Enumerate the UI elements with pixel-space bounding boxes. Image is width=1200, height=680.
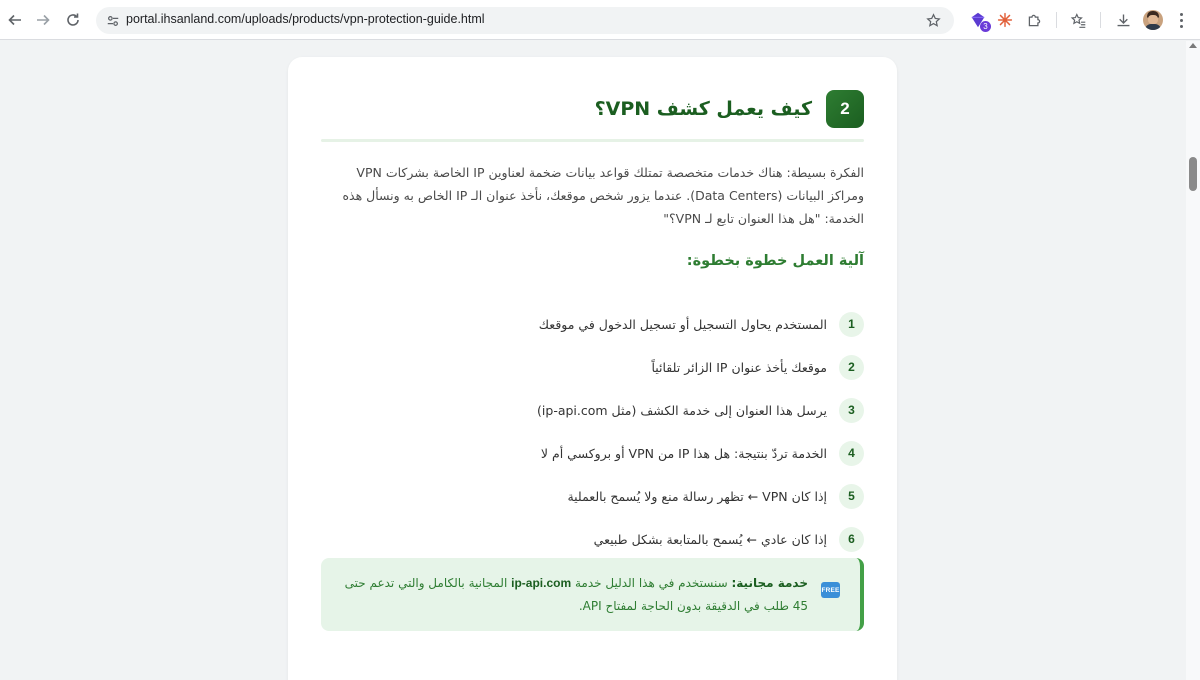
section-title: كيف يعمل كشف VPN؟ [594,98,812,120]
step-text: إذا كان VPN ← تظهر رسالة منع ولا يُسمح بالعملية [567,488,827,504]
page-viewport [0,41,1186,680]
star-icon [926,13,941,28]
site-info-button[interactable] [104,12,121,29]
free-service-note [321,558,864,631]
step-item [594,526,864,552]
step-text: المستخدم يحاول التسجيل أو تسجيل الدخول في موقعك [538,316,827,332]
menu-button[interactable] [1178,10,1184,30]
browser-toolbar [0,0,1200,40]
puzzle-icon [1026,12,1043,29]
step-item [541,440,864,466]
note-text-before: سنستخدم في هذا الدليل خدمة [574,576,728,590]
star-list-icon [1070,12,1087,29]
note-label: خدمة مجانية: [731,576,808,590]
arrow-left-icon [7,12,23,28]
section-header [595,90,864,128]
tune-icon [106,14,120,28]
bookmark-button[interactable] [925,12,942,29]
step-item [539,311,864,337]
step-number: 1 [839,312,864,337]
kebab-dot-icon [1180,25,1183,28]
step-number: 3 [839,398,864,423]
steps-title: آلية العمل خطوة بخطوة: [686,253,864,269]
extension-badge: 3 [980,21,991,32]
step-text: إذا كان عادي ← يُسمح بالمتابعة بشكل طبيعي [593,531,827,547]
note-service-name: ip-api.com [511,576,572,590]
kebab-dot-icon [1180,19,1183,22]
reload-button[interactable] [59,6,87,34]
step-item [651,354,864,380]
note-text-after: المجانية بالكامل والتي تدعم حتى 45 طلب في الدقيقة بدون الحاجة لمفتاح API. [344,576,808,613]
download-icon [1115,12,1132,29]
step-item [567,483,864,509]
scroll-thumb[interactable] [1189,157,1197,191]
step-number: 2 [839,355,864,380]
content-card [288,57,897,680]
section-number-badge: 2 [826,90,864,128]
arrow-right-icon [35,12,51,28]
back-button[interactable] [1,6,29,34]
extension-gem-button[interactable] [966,8,990,32]
step-number: 4 [839,441,864,466]
free-icon: FREE [821,582,840,598]
step-text: موقعك يأخذ عنوان IP الزائر تلقائياً [651,359,827,375]
scroll-up-arrow-icon[interactable] [1189,43,1197,48]
kebab-dot-icon [1180,13,1183,16]
extension-spark-button[interactable] [993,8,1017,32]
spark-extension-icon [997,12,1013,28]
step-number: 5 [839,484,864,509]
forward-button[interactable] [29,6,57,34]
note-text [339,572,808,618]
step-text: الخدمة تردّ بنتيجة: هل هذا IP من VPN أو بروكسي أم لا [540,445,827,461]
address-bar[interactable] [96,7,954,34]
section-divider [321,139,864,142]
toolbar-separator [1100,12,1101,28]
profile-avatar[interactable] [1143,10,1163,30]
step-text: يرسل هذا العنوان إلى خدمة الكشف (مثل ip-api.com) [537,402,827,418]
vertical-scrollbar[interactable] [1186,41,1200,680]
step-item [537,397,864,423]
extensions-button[interactable] [1022,8,1046,32]
bookmarks-button[interactable] [1066,8,1090,32]
url-text[interactable]: portal.ihsanland.com/uploads/products/vpn-protection-guide.html [126,12,485,26]
avatar-face [1148,15,1158,24]
intro-paragraph: الفكرة بسيطة: هناك خدمات متخصصة تمتلك قواعد بيانات ضخمة لعناوين IP الخاصة بشركات VPN ومراكز البيانات (Data Centers). عندما يزور شخص موقعك، نأخذ عنوان الـ IP الخاص به ونسأل هذه الخدمة: "هل هذا العنوان تابع لـ VPN؟" [342,165,864,226]
reload-icon [65,12,81,28]
downloads-button[interactable] [1111,8,1135,32]
step-number: 6 [839,527,864,552]
avatar-body [1145,24,1161,30]
toolbar-separator [1056,12,1057,28]
